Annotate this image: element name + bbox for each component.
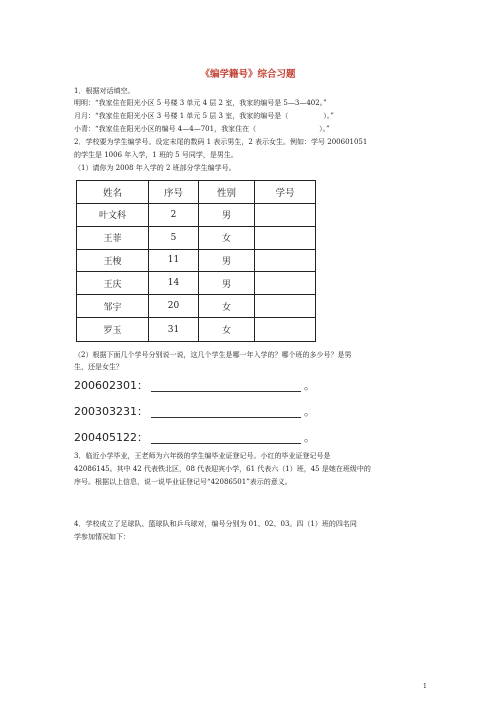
student-id-label: 200602301： — [74, 379, 148, 392]
answer-blank[interactable] — [151, 433, 301, 444]
table-cell-gender: 女 — [199, 295, 255, 318]
table-cell-name: 邹宇 — [77, 295, 149, 318]
student-id-label: 200303231： — [74, 405, 148, 418]
table-cell-seq: 14 — [149, 272, 199, 295]
end-mark: 。 — [304, 431, 315, 444]
q1-heading: 1．根据对话填空。 — [74, 87, 135, 95]
table-cell-gender: 男 — [199, 204, 255, 227]
q2-sub2-line2: 生，还是女生？ — [74, 363, 123, 371]
table-cell-name: 叶文科 — [77, 204, 149, 227]
q2-line2: 的学生是 1006 年入学，1 班的 5 号同学，是男生。 — [74, 151, 238, 159]
table-header-gender: 性别 — [199, 181, 255, 204]
table-header-name: 姓名 — [77, 181, 149, 204]
page-number: 1 — [423, 683, 427, 690]
table-cell-gender: 女 — [199, 227, 255, 250]
q3-line2: 42086145。其中 42 代表铁北区，08 代表迎宾小学，61 代表六（1）班，45 是她在班级中的 — [74, 465, 371, 473]
table-cell-id-blank[interactable] — [255, 272, 315, 295]
student-id-answer-row — [74, 377, 315, 393]
table-cell-name: 王梭 — [77, 250, 149, 273]
table-header-id: 学号 — [255, 181, 315, 204]
q1-yue: 月月：“我家住在阳光小区 3 号楼 1 单元 5 层 3 室，我家的编号是（ ）。” — [74, 112, 334, 120]
q3-line1: 3．临近小学毕业，王老师为六年级的学生编毕业证登记号。小红的毕业证登记号是 — [74, 452, 331, 460]
table-cell-id-blank[interactable] — [255, 318, 315, 341]
table-header-seq: 序号 — [149, 181, 199, 204]
table-cell-id-blank[interactable] — [255, 250, 315, 273]
answer-blank[interactable] — [151, 381, 301, 392]
table-cell-id-blank[interactable] — [255, 227, 315, 250]
table-cell-gender: 女 — [199, 318, 255, 341]
q4-line1: 4．学校成立了足球队、篮球队和乒乓球对，编号分别为 01、02、03。四（1）班的四名同 — [74, 520, 357, 528]
table-cell-name: 王菲 — [77, 227, 149, 250]
q4-line2: 学参加情况如下： — [74, 533, 130, 541]
q3-line3: 序号。根据以上信息，说一说毕业证登记号“42086501”表示的意义。 — [74, 478, 292, 486]
q1-ming: 明明：“我家住在阳光小区 5 号楼 3 单元 4 层 2 室，我家的编号是 5—3—402。” — [74, 99, 327, 107]
table-cell-name: 王庆 — [77, 272, 149, 295]
table-cell-seq: 20 — [149, 295, 199, 318]
page-title: 《编学籍号》综合习题 — [200, 69, 296, 80]
student-id-answer-row — [74, 429, 315, 445]
table-cell-gender: 男 — [199, 272, 255, 295]
table-cell-gender: 男 — [199, 250, 255, 273]
table-cell-name: 罗玉 — [77, 318, 149, 341]
student-table — [76, 180, 316, 342]
table-cell-id-blank[interactable] — [255, 204, 315, 227]
q1-qing: 小青：“我家住在阳光小区的编号 4—4—701，我家住在（ ）。” — [74, 125, 330, 133]
student-id-answer-row — [74, 403, 315, 419]
table-cell-seq: 11 — [149, 250, 199, 273]
end-mark: 。 — [304, 405, 315, 418]
table-cell-seq: 5 — [149, 227, 199, 250]
table-cell-seq: 31 — [149, 318, 199, 341]
table-cell-id-blank[interactable] — [255, 295, 315, 318]
end-mark: 。 — [304, 379, 315, 392]
student-id-label: 200405122： — [74, 431, 148, 444]
answer-blank[interactable] — [151, 407, 301, 418]
q2-line1: 2．学校要为学生编学号。设定末尾的数码 1 表示男生，2 表示女生。例如：学号 200601051 — [74, 138, 368, 146]
q2-sub1: （1）请你为 2008 年入学的 2 班部分学生编学号。 — [74, 164, 236, 172]
q2-sub2-line1: （2）根据下面几个学号分别说一说，这几个学生是哪一年入学的？哪个班的多少号？是男 — [74, 351, 352, 359]
table-cell-seq: 2 — [149, 204, 199, 227]
